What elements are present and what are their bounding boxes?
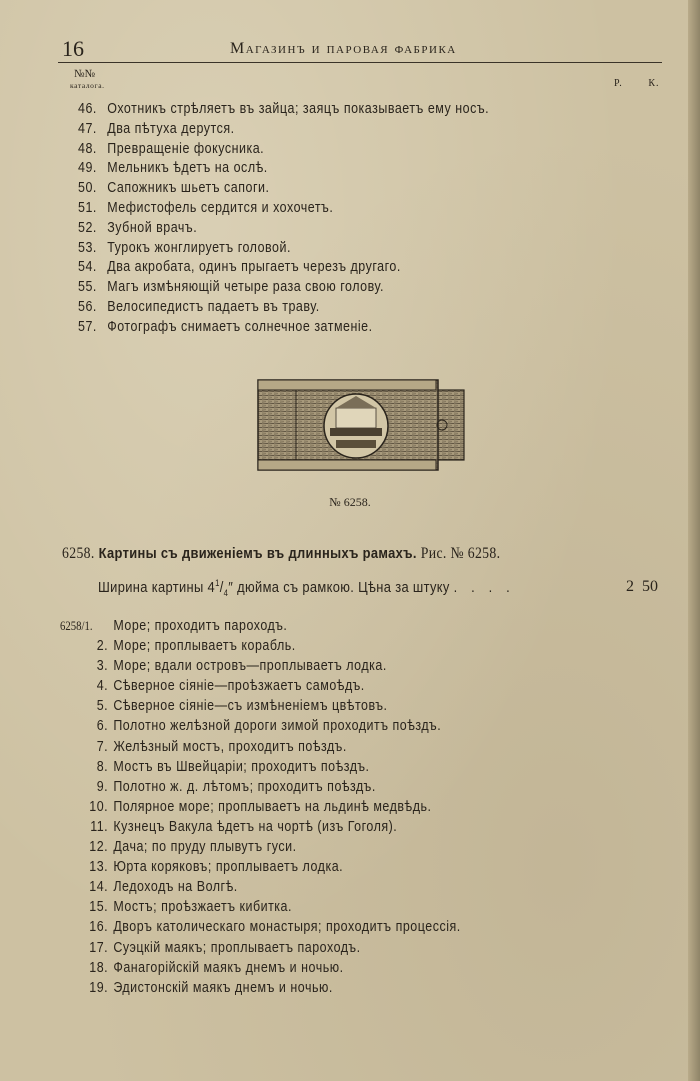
list-item: [60, 857, 461, 877]
item-number: 51.: [78, 199, 97, 216]
list-item: [60, 978, 461, 998]
item-number: 3.: [96, 658, 109, 675]
item-number: 13.: [89, 859, 109, 876]
page-edge-shadow: [688, 0, 700, 1081]
list-item: [78, 219, 489, 239]
item-number: 15.: [89, 899, 109, 916]
list-b: [60, 616, 526, 998]
fraction-numerator: 1: [215, 578, 220, 588]
item-number: 54.: [78, 259, 97, 276]
catalog-number-column-header: [70, 69, 105, 91]
price-column-header: [614, 78, 681, 89]
item-number: 5.: [96, 698, 109, 715]
item-number: 49.: [78, 160, 97, 177]
item-text: Море; вдали островъ—проплываетъ лодка.: [113, 658, 387, 675]
list-item: [78, 199, 489, 219]
list-item: [78, 278, 489, 298]
item-text: Желѣзный мостъ, проходитъ поѣздъ.: [113, 738, 347, 755]
list-item: [60, 797, 461, 817]
header-rule: [58, 62, 662, 63]
item-text: Дворъ католическаго монастыря; проходитъ процессія.: [113, 919, 461, 936]
item-number: 47.: [78, 120, 97, 137]
item-number: 7.: [96, 738, 109, 755]
item-number: 10.: [89, 798, 109, 815]
item-text: Сапожникъ шьетъ сапоги.: [107, 180, 270, 197]
list-item: [78, 179, 489, 199]
list-item: [78, 298, 489, 318]
item-number: 46.: [78, 101, 97, 117]
list-a: [78, 100, 556, 338]
list-item: [78, 100, 489, 120]
list-item: [60, 917, 461, 937]
list-item: [60, 656, 461, 676]
item-text: Эдистонскій маякъ днемъ и ночью.: [113, 979, 333, 996]
figure-caption: № 6258.: [329, 495, 371, 509]
item-number: 19.: [89, 979, 109, 996]
item-number: 12.: [89, 839, 109, 856]
item-text: Охотникъ стрѣляетъ въ зайца; заяцъ показываетъ ему носъ.: [107, 101, 490, 117]
item-text: Мостъ; проѣзжаетъ кибитка.: [113, 899, 292, 916]
item-text: Турокъ жонглируетъ головой.: [107, 239, 291, 256]
list-item: [60, 837, 461, 857]
item-number: 4.: [96, 678, 109, 695]
item-text: Море; проплываетъ корабль.: [113, 638, 296, 655]
item-text: Полотно желѣзной дороги зимой проходитъ поѣздъ.: [113, 718, 442, 735]
item-text: Полотно ж. д. лѣтомъ; проходитъ поѣздъ.: [113, 778, 376, 795]
item-number: 57.: [78, 318, 97, 335]
item-text: Велосипедистъ падаетъ въ траву.: [107, 298, 320, 315]
item-text: Мефистофель сердится и хохочетъ.: [107, 199, 334, 216]
list-item: [60, 737, 461, 757]
running-title: Магазинъ и паровая фабрика: [230, 40, 457, 57]
list-item: [60, 696, 461, 716]
item-text: Мельникъ ѣдетъ на ослѣ.: [107, 160, 268, 177]
item-text: Юрта коряковъ; проплываетъ лодка.: [113, 859, 344, 876]
item-text: Фанагорійскій маякъ днемъ и ночью.: [113, 959, 344, 976]
item-text: Суэцкій маякъ; проплываетъ пароходъ.: [113, 939, 361, 956]
list-item: [60, 897, 461, 917]
item-number: 11.: [90, 818, 109, 835]
item-number: 9.: [96, 778, 109, 795]
item-text: Полярное море; проплываетъ на льдинѣ медвѣдь.: [113, 798, 432, 815]
list-item: [78, 258, 489, 278]
figure-reference: Рис. № 6258.: [420, 545, 501, 562]
list-item: [60, 616, 461, 636]
item-number: 2.: [96, 638, 109, 655]
rubles-label: Р.: [614, 78, 623, 89]
item-number: 18.: [89, 959, 109, 976]
item-number: 17.: [89, 939, 109, 956]
entry-title-text: Картины съ движеніемъ въ длинныхъ рамахъ.: [98, 545, 417, 562]
desc-prefix: Ширина картины 4: [98, 579, 216, 596]
item-text: Два акробата, одинъ прыгаетъ черезъ другаго.: [107, 259, 401, 276]
page-number: 16: [62, 36, 84, 61]
item-text: Сѣверное сіяніе—проѣзжаетъ самоѣдъ.: [113, 678, 365, 695]
list-item: [60, 877, 461, 897]
item-text: Мостъ въ Швейцаріи; проходитъ поѣздъ.: [113, 758, 370, 775]
page-header: [62, 36, 662, 62]
list-item: [78, 120, 489, 140]
item-number: 8.: [96, 758, 109, 775]
list-item: [60, 938, 461, 958]
entry-code: 6258.: [62, 545, 95, 562]
item-number: 6258/1.: [60, 619, 93, 633]
list-item: [60, 777, 461, 797]
item-number: 6.: [96, 718, 109, 735]
item-text: Кузнецъ Вакула ѣдетъ на чортѣ (изъ Гоголя).: [113, 818, 398, 835]
item-number: 50.: [78, 180, 97, 197]
list-item: [78, 159, 489, 179]
item-text: Ледоходъ на Волгѣ.: [113, 879, 238, 896]
number-mark: №№: [74, 68, 95, 80]
entry-title: [62, 545, 500, 563]
item-number: 16.: [89, 919, 109, 936]
catalog-label: каталога.: [70, 81, 105, 90]
item-text: Два пѣтуха дерутся.: [107, 120, 235, 137]
list-item: [60, 716, 461, 736]
dot-leaders: . . . .: [453, 579, 515, 596]
list-item: [60, 958, 461, 978]
entry-price: [626, 578, 666, 596]
list-item: [78, 318, 489, 338]
item-number: 55.: [78, 279, 97, 296]
desc-suffix: ″ дюйма съ рамкою. Цѣна за штуку: [228, 579, 450, 596]
list-item: [60, 757, 461, 777]
item-text: Дача; по пруду плывутъ гуси.: [113, 839, 297, 856]
list-item: [60, 636, 461, 656]
item-text: Зубной врачъ.: [107, 219, 198, 236]
list-item: [78, 140, 489, 160]
list-item: [60, 817, 461, 837]
item-number: 14.: [89, 879, 109, 896]
item-text: Магъ измѣняющій четыре раза свою голову.: [107, 279, 384, 296]
entry-description: Ширина картины $4^1/_4''$ дюйма съ рамкою. Цѣна за штуку . . . .: [98, 578, 515, 598]
item-text: Фотографъ снимаетъ солнечное затменіе.: [107, 318, 373, 335]
fraction-denominator: 4: [223, 588, 229, 598]
list-item: [60, 676, 461, 696]
item-number: 53.: [78, 239, 97, 256]
list-item: [78, 239, 489, 259]
item-text: Сѣверное сіяніе—съ измѣненіемъ цвѣтовъ.: [113, 698, 388, 715]
kopecks-label: К.: [648, 78, 660, 89]
item-text: Море; проходитъ пароходъ.: [113, 618, 288, 634]
item-text: Превращеніе фокусника.: [107, 140, 265, 157]
item-number: 52.: [78, 219, 97, 236]
slide-frame-illustration-icon: [256, 378, 466, 474]
item-number: 56.: [78, 298, 97, 315]
price-kopecks: 50: [642, 578, 658, 595]
price-rubles: 2: [626, 578, 634, 595]
item-number: 48.: [78, 140, 97, 157]
